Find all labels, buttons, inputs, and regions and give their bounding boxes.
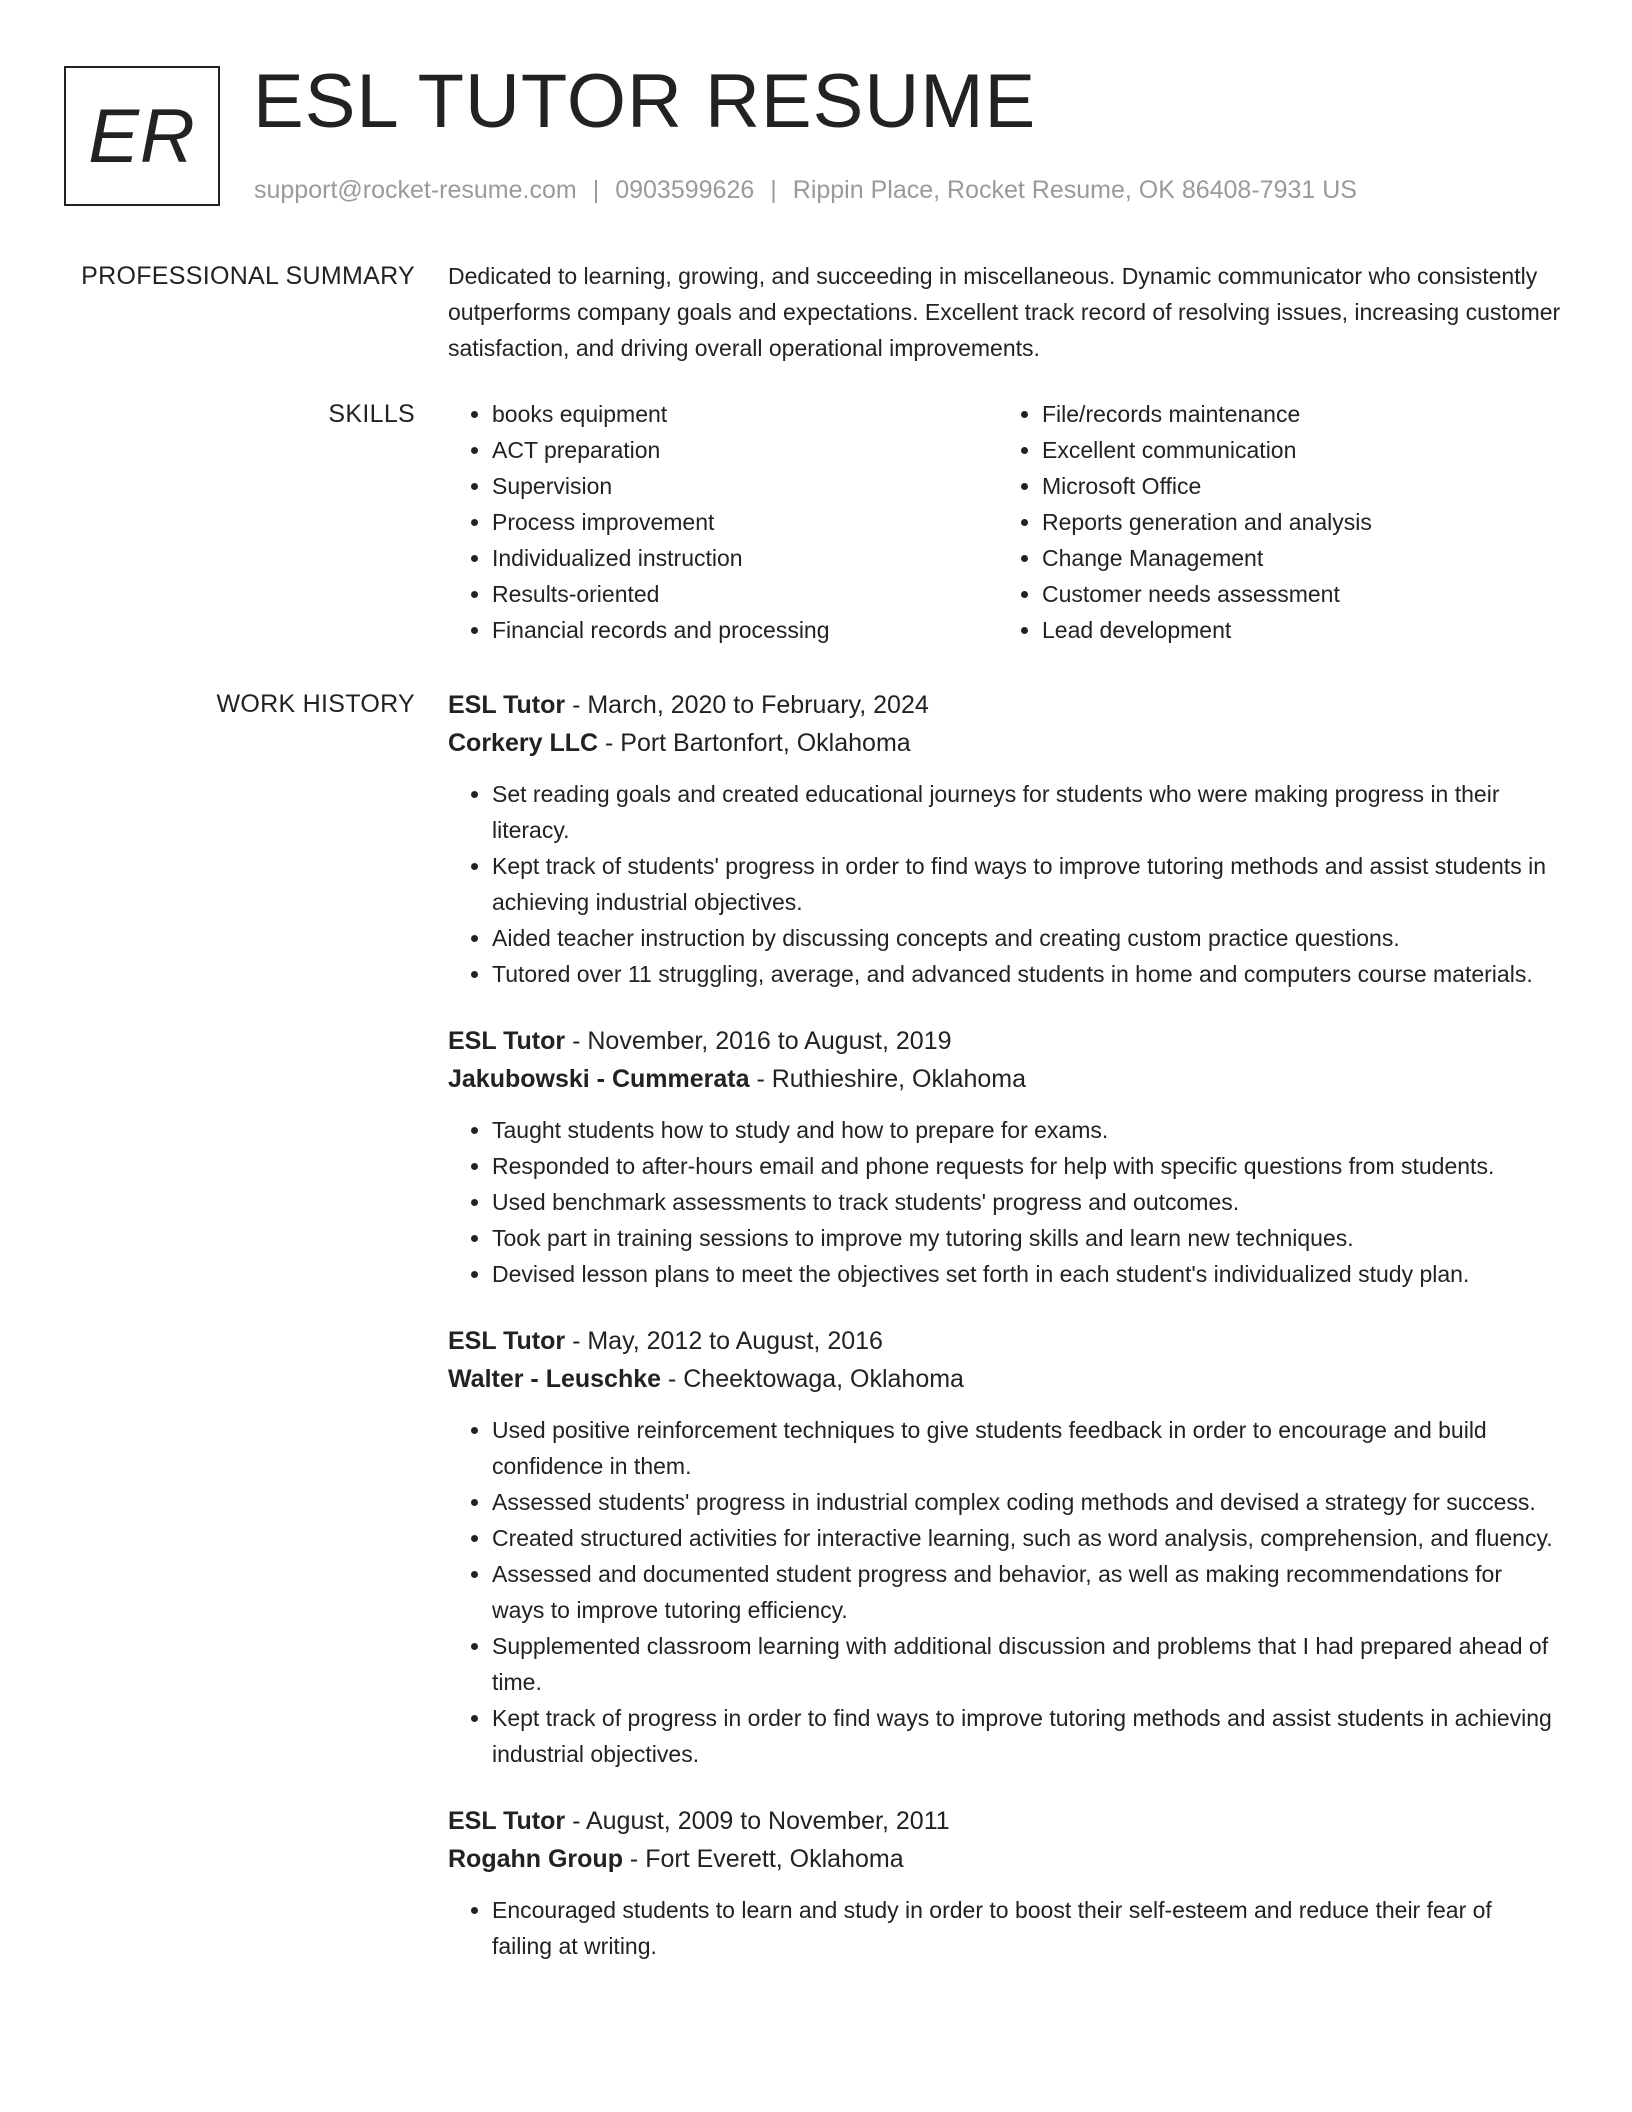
skills-list-left [448,396,998,648]
job-company: Rogahn Group [448,1845,623,1873]
job-title-line [448,1022,1568,1060]
job-bullet-list [448,1112,1568,1292]
job-title: ESL Tutor [448,691,566,719]
summary-body [448,258,1568,366]
job-entry [448,686,1568,992]
job-bullet-list [448,776,1568,992]
job-bullet: • Created structured activities for interactive learning, such as word analysis, comprehension, and fluency. [492,1520,1568,1556]
skill-item: • Excellent communication [1042,432,1548,468]
contact-phone: 0903599626 [615,176,755,204]
job-bullet: • Taught students how to study and how to prepare for exams. [492,1112,1568,1148]
job-location: - Fort Everett, Oklahoma [622,1845,904,1873]
skill-item: • Change Management [1042,540,1548,576]
job-bullet: • Kept track of progress in order to find ways to improve tutoring methods and assist students in achieving industrial objectives. [492,1700,1568,1772]
contact-separator: | [770,176,777,204]
job-dates: - May, 2012 to August, 2016 [565,1327,883,1355]
job-bullet: • Aided teacher instruction by discussing concepts and creating custom practice questions. [492,920,1568,956]
job-company-line [448,1360,1568,1398]
skills-body [448,396,1568,648]
job-bullet: • Set reading goals and created educational journeys for students who were making progress in their literacy. [492,776,1568,848]
skills-list-right [998,396,1548,648]
job-entry [448,1022,1568,1292]
job-bullet: • Took part in training sessions to improve my tutoring skills and learn new techniques. [492,1220,1568,1256]
job-entry [448,1802,1568,1964]
job-title: ESL Tutor [448,1327,566,1355]
job-title-line [448,1322,1568,1360]
skill-item: • Reports generation and analysis [1042,504,1548,540]
contact-email: support@rocket-resume.com [254,176,577,204]
job-title-line [448,686,1568,724]
job-bullet: • Devised lesson plans to meet the objectives set forth in each student's individualized study plan. [492,1256,1568,1292]
job-dates: - August, 2009 to November, 2011 [565,1807,950,1835]
skill-item: • Lead development [1042,612,1548,648]
job-company: Walter - Leuschke [448,1365,662,1393]
skills-columns [448,396,1568,648]
job-bullet: • Assessed students' progress in industrial complex coding methods and devised a strategy for success. [492,1484,1568,1520]
job-location: - Port Bartonfort, Oklahoma [598,729,911,757]
skill-item: • Process improvement [492,504,998,540]
skill-item: • Customer needs assessment [1042,576,1548,612]
job-bullet: • Tutored over 11 struggling, average, and advanced students in home and computers course materials. [492,956,1568,992]
skill-item: • books equipment [492,396,998,432]
job-company: Jakubowski - Cummerata [448,1065,750,1093]
job-company-line [448,1060,1568,1098]
job-company-line [448,724,1568,762]
resume-title: ESL TUTOR RESUME [253,59,1037,144]
job-dates: - November, 2016 to August, 2019 [565,1027,952,1055]
skill-item: • File/records maintenance [1042,396,1548,432]
summary-heading: PROFESSIONAL SUMMARY [81,262,415,290]
contact-address: Rippin Place, Rocket Resume, OK 86408-7931 US [792,176,1357,204]
job-company-line [448,1840,1568,1878]
job-bullet: • Used benchmark assessments to track students' progress and outcomes. [492,1184,1568,1220]
job-location: - Ruthieshire, Oklahoma [749,1065,1027,1093]
work-history-heading: WORK HISTORY [216,690,415,718]
job-title: ESL Tutor [448,1027,566,1055]
job-bullet: • Supplemented classroom learning with additional discussion and problems that I had prepared ahead of time. [492,1628,1568,1700]
summary-text: Dedicated to learning, growing, and succeeding in miscellaneous. Dynamic communicator who consistently outperforms company goals and expectations. Excellent track record of resolving issues, increasing customer satisfaction, and driving overall operational improvements. [448,263,1561,361]
job-bullet: • Used positive reinforcement techniques to give students feedback in order to encourage and build confidence in them. [492,1412,1568,1484]
job-bullet: • Assessed and documented student progress and behavior, as well as making recommendations for ways to improve tutoring efficiency. [492,1556,1568,1628]
skills-heading: SKILLS [328,400,415,428]
job-bullet-list [448,1412,1568,1772]
job-dates: - March, 2020 to February, 2024 [565,691,929,719]
skill-item: • Supervision [492,468,998,504]
job-entry [448,1322,1568,1772]
monogram-logo [64,66,220,206]
job-title: ESL Tutor [448,1807,566,1835]
job-title-line [448,1802,1568,1840]
skill-item: • ACT preparation [492,432,998,468]
skill-item: • Financial records and processing [492,612,998,648]
job-bullet: • Kept track of students' progress in order to find ways to improve tutoring methods and assist students in achieving industrial objectives. [492,848,1568,920]
contact-line [254,172,1357,208]
skill-item: • Results-oriented [492,576,998,612]
job-bullet: • Encouraged students to learn and study in order to boost their self-esteem and reduce their fear of failing at writing. [492,1892,1568,1964]
skill-item: • Individualized instruction [492,540,998,576]
job-bullet: • Responded to after-hours email and phone requests for help with specific questions from students. [492,1148,1568,1184]
monogram-text: ER [88,93,196,179]
skill-item: • Microsoft Office [1042,468,1548,504]
job-location: - Cheektowaga, Oklahoma [661,1365,964,1393]
job-bullet-list [448,1892,1568,1964]
job-company: Corkery LLC [448,729,599,757]
work-history-body [448,686,1568,1994]
contact-separator: | [592,176,600,204]
